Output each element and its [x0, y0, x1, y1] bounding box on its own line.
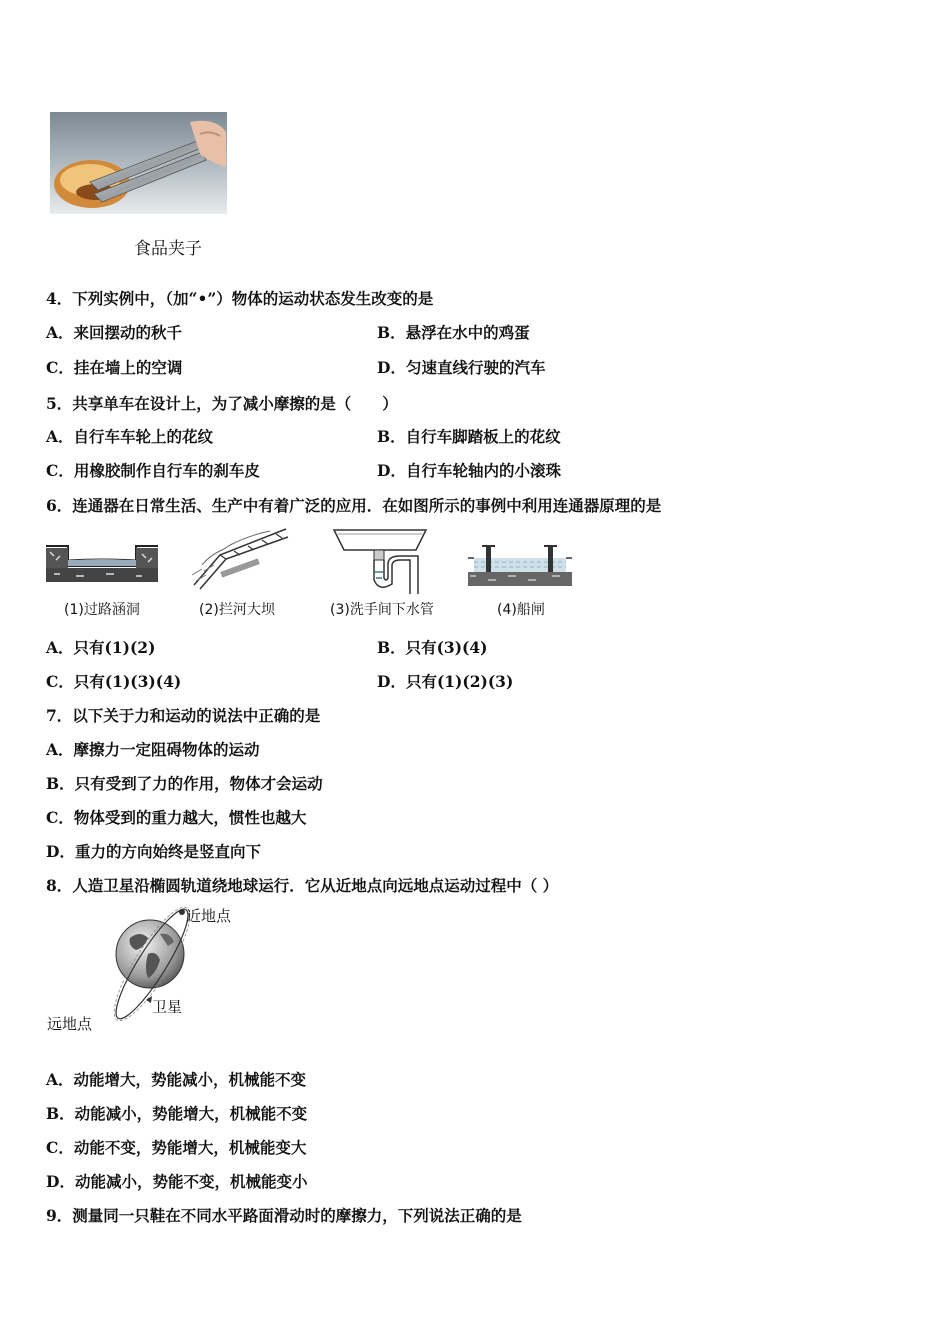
- q6-caption-3: (3)洗手间下水管: [330, 602, 434, 618]
- question-6-stem: 6．连通器在日常生活、生产中有着广泛的应用．在如图所示的事例中利用连通器原理的是: [46, 496, 662, 515]
- satellite-label: 卫星: [152, 998, 183, 1016]
- q7-option-c[interactable]: C．物体受到的重力越大，惯性也越大: [46, 808, 307, 827]
- q4-option-c[interactable]: C．挂在墙上的空调: [46, 358, 183, 377]
- q7-option-a[interactable]: A．摩擦力一定阻碍物体的运动: [46, 740, 260, 759]
- dam-figure: [190, 525, 290, 595]
- q6-option-b[interactable]: B．只有(3)(4): [377, 638, 488, 657]
- q6-option-d[interactable]: D．只有(1)(2)(3): [377, 672, 514, 691]
- ship-lock-figure: [468, 540, 572, 590]
- q6-option-c[interactable]: C．只有(1)(3)(4): [46, 672, 182, 691]
- q6-caption-1: (1)过路涵洞: [64, 602, 140, 618]
- q5-option-b[interactable]: B．自行车脚踏板上的花纹: [377, 427, 561, 446]
- tongs-caption: 食品夹子: [134, 239, 202, 259]
- q7-option-b[interactable]: B．只有受到了力的作用，物体才会运动: [46, 774, 323, 793]
- q8-option-c[interactable]: C．动能不变，势能增大，机械能变大: [46, 1138, 307, 1157]
- q8-option-b[interactable]: B．动能减小，势能增大，机械能不变: [46, 1104, 308, 1123]
- q8-option-a[interactable]: A．动能增大，势能减小，机械能不变: [46, 1070, 307, 1089]
- q8-option-d[interactable]: D．动能减小，势能不变，机械能变小: [46, 1172, 308, 1191]
- q7-option-d[interactable]: D．重力的方向始终是竖直向下: [46, 842, 261, 861]
- q4-option-a[interactable]: A．来回摆动的秋千: [46, 323, 183, 342]
- question-4-stem: 4．下列实例中，（加“•”）物体的运动状态发生改变的是: [46, 289, 434, 308]
- apogee-label: 远地点: [47, 1015, 93, 1033]
- question-7-stem: 7．以下关于力和运动的说法中正确的是: [46, 706, 321, 725]
- culvert-figure: [46, 538, 158, 588]
- sink-drain-figure: [330, 524, 430, 594]
- food-tongs-photo: [50, 112, 227, 214]
- question-9-stem: 9．测量同一只鞋在不同水平路面滑动时的摩擦力，下列说法正确的是: [46, 1206, 522, 1225]
- perigee-label: 近地点: [186, 907, 232, 925]
- question-8-stem: 8．人造卫星沿椭圆轨道绕地球运行．它从近地点向远地点运动过程中（ ）: [46, 876, 559, 895]
- q5-option-a[interactable]: A．自行车车轮上的花纹: [46, 427, 214, 446]
- q5-option-c[interactable]: C．用橡胶制作自行车的刹车皮: [46, 461, 260, 480]
- question-5-stem: 5．共享单车在设计上，为了减小摩擦的是（ ）: [46, 394, 398, 413]
- q6-caption-2: (2)拦河大坝: [199, 602, 275, 618]
- q6-option-a[interactable]: A．只有(1)(2): [46, 638, 156, 657]
- q4-option-b[interactable]: B．悬浮在水中的鸡蛋: [377, 323, 530, 342]
- q6-caption-4: (4)船闸: [497, 602, 545, 618]
- q5-option-d[interactable]: D．自行车轮轴内的小滚珠: [377, 461, 561, 480]
- q4-option-d[interactable]: D．匀速直线行驶的汽车: [377, 358, 546, 377]
